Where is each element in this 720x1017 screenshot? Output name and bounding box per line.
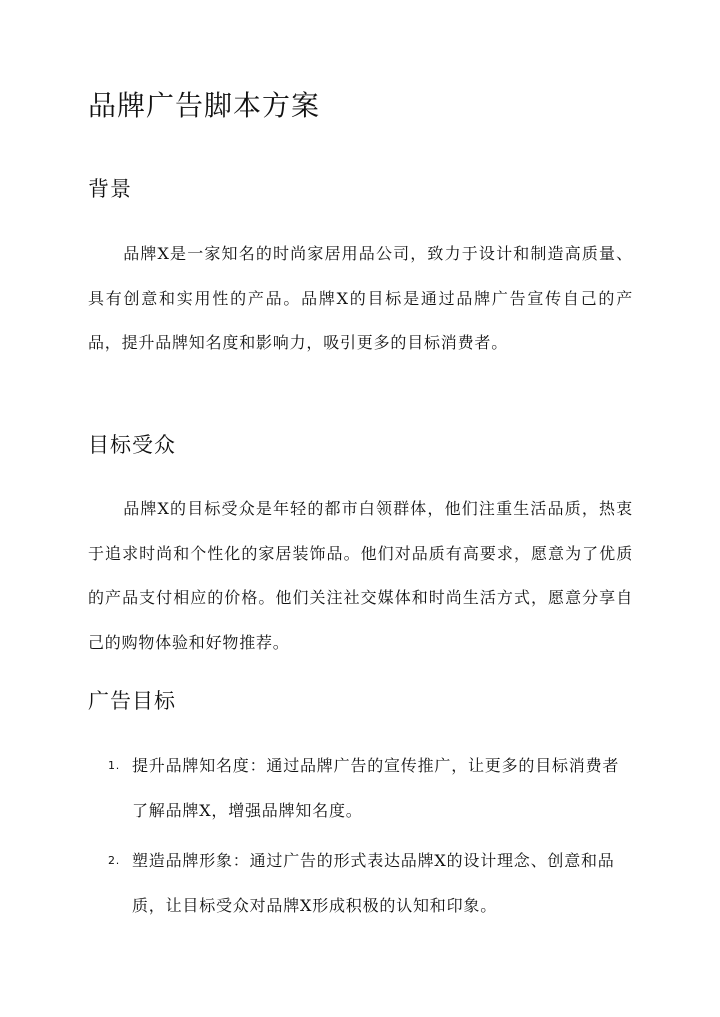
- list-item-number: 1.: [108, 759, 121, 772]
- list-item: [108, 744, 633, 833]
- background-paragraph: 品牌X是一家知名的时尚家居用品公司，致力于设计和制造高质量、具有创意和实用性的产品。品牌X的目标是通过品牌广告宣传自己的产品，提升品牌知名度和影响力，吸引更多的目标消费者。: [88, 244, 633, 352]
- list-item: [108, 839, 633, 928]
- list-item-text: 提升品牌知名度：通过品牌广告的宣传推广，让更多的目标消费者了解品牌X，增强品牌知名度。: [132, 756, 620, 820]
- document-title: 品牌广告脚本方案: [88, 89, 321, 122]
- target-audience-paragraph: 品牌X的目标受众是年轻的都市白领群体，他们注重生活品质，热衷于追求时尚和个性化的家居装饰品。他们对品质有高要求，愿意为了优质的产品支付相应的价格。他们关注社交媒体和时尚生活方式，愿意分享自己的购物体验和好物推荐。: [88, 499, 633, 652]
- list-item-number: 2.: [108, 854, 121, 867]
- ad-goals-list: [108, 744, 633, 934]
- section-heading-background: 背景: [88, 177, 132, 201]
- list-item-text: 塑造品牌形象：通过广告的形式表达品牌X的设计理念、创意和品质，让目标受众对品牌X形成积极的认知和印象。: [132, 851, 615, 915]
- section-heading-ad-goals: 广告目标: [88, 689, 176, 713]
- section-heading-target-audience: 目标受众: [88, 433, 176, 457]
